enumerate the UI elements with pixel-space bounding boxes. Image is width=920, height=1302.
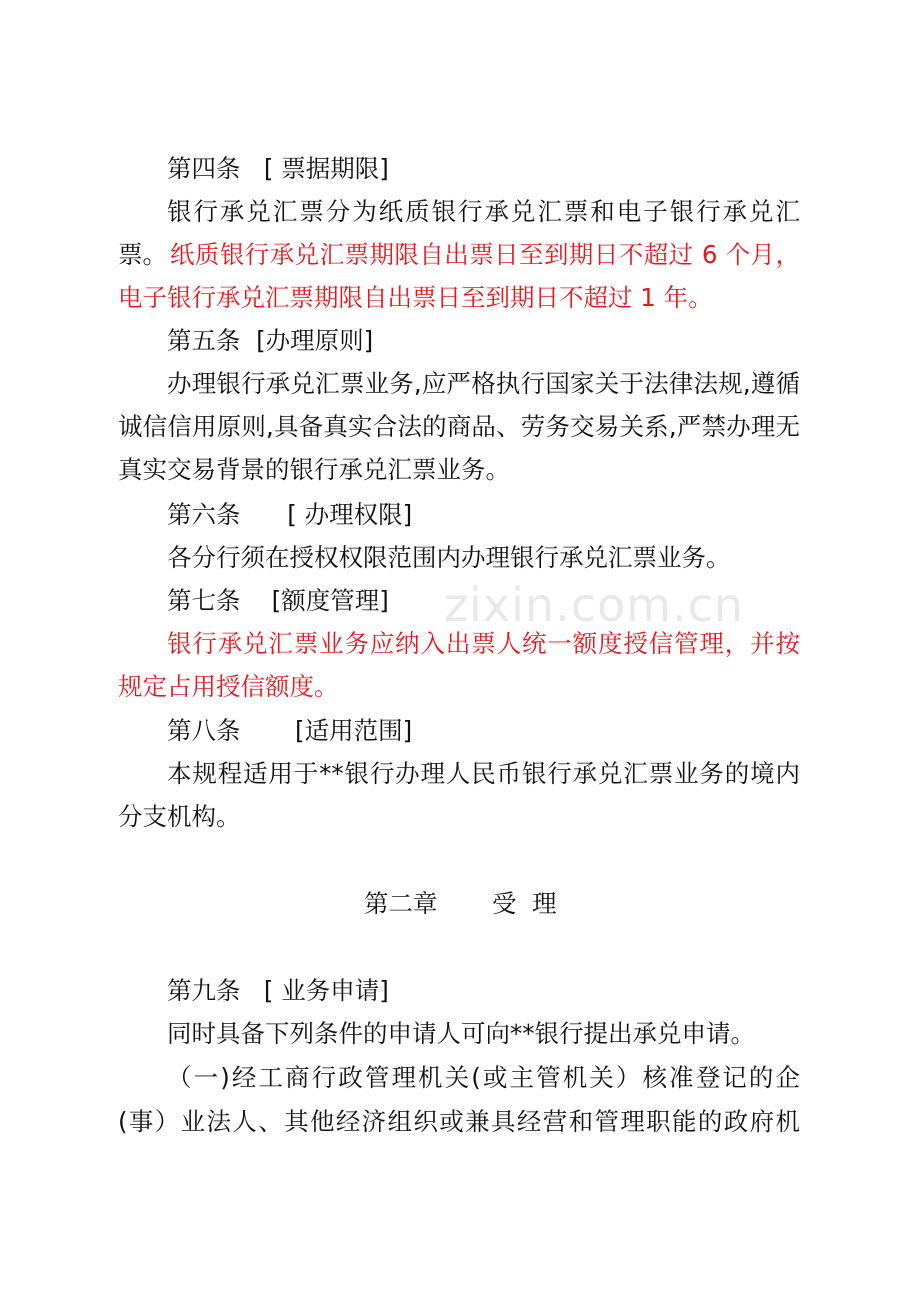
article-5-body-line-2: 诚信信用原则,具备真实合法的商品、劳务交易关系,严禁办理无 <box>118 412 800 441</box>
article-8-body-line-1: 本规程适用于**银行办理人民币银行承兑汇票业务的境内 <box>167 759 800 788</box>
article-6-body: 各分行须在授权权限范围内办理银行承兑汇票业务。 <box>167 543 731 572</box>
article-8-heading: 第八条 [适用范围] <box>167 716 413 745</box>
article-9-heading: 第九条 [ 业务申请] <box>167 976 389 1005</box>
article-5-heading: 第五条 [办理原则] <box>167 326 374 355</box>
article-5-body-line-1: 办理银行承兑汇票业务,应严格执行国家关于法律法规,遵循 <box>167 369 800 398</box>
chapter-2-title: 第二章 受 理 <box>364 889 557 918</box>
article-7-highlight-line-1: 银行承兑汇票业务应纳入出票人统一额度授信管理，并按 <box>167 629 800 658</box>
article-9-body-line-1: 同时具备下列条件的申请人可向**银行提出承兑申请。 <box>167 1019 755 1048</box>
article-5-body-line-3: 真实交易背景的银行承兑汇票业务。 <box>118 455 510 484</box>
article-4-highlight-line-2: 电子银行承兑汇票期限自出票日至到期日不超过 1 年。 <box>118 283 713 312</box>
article-4-body-line-1: 银行承兑汇票分为纸质银行承兑汇票和电子银行承兑汇 <box>167 197 800 226</box>
article-6-heading: 第六条 [ 办理权限] <box>167 500 413 529</box>
article-9-item-1-line-1: （一)经工商行政管理机关(或主管机关）核准登记的企 <box>167 1063 800 1092</box>
article-4-body-line-2: 票。 <box>118 240 167 269</box>
watermark: zixin.com.cn <box>444 578 745 632</box>
article-7-heading: 第七条 [额度管理] <box>167 586 389 615</box>
article-4-heading: 第四条 [ 票据期限] <box>167 154 389 183</box>
article-8-body-line-2: 分支机构。 <box>118 802 241 831</box>
article-9-item-1-line-2: (事）业法人、其他经济组织或兼具经营和管理职能的政府机 <box>118 1107 800 1136</box>
article-4-highlight-line-1: 纸质银行承兑汇票期限自出票日至到期日不超过 6 个月， <box>170 240 800 269</box>
article-7-highlight-line-2: 规定占用授信额度。 <box>118 672 339 701</box>
